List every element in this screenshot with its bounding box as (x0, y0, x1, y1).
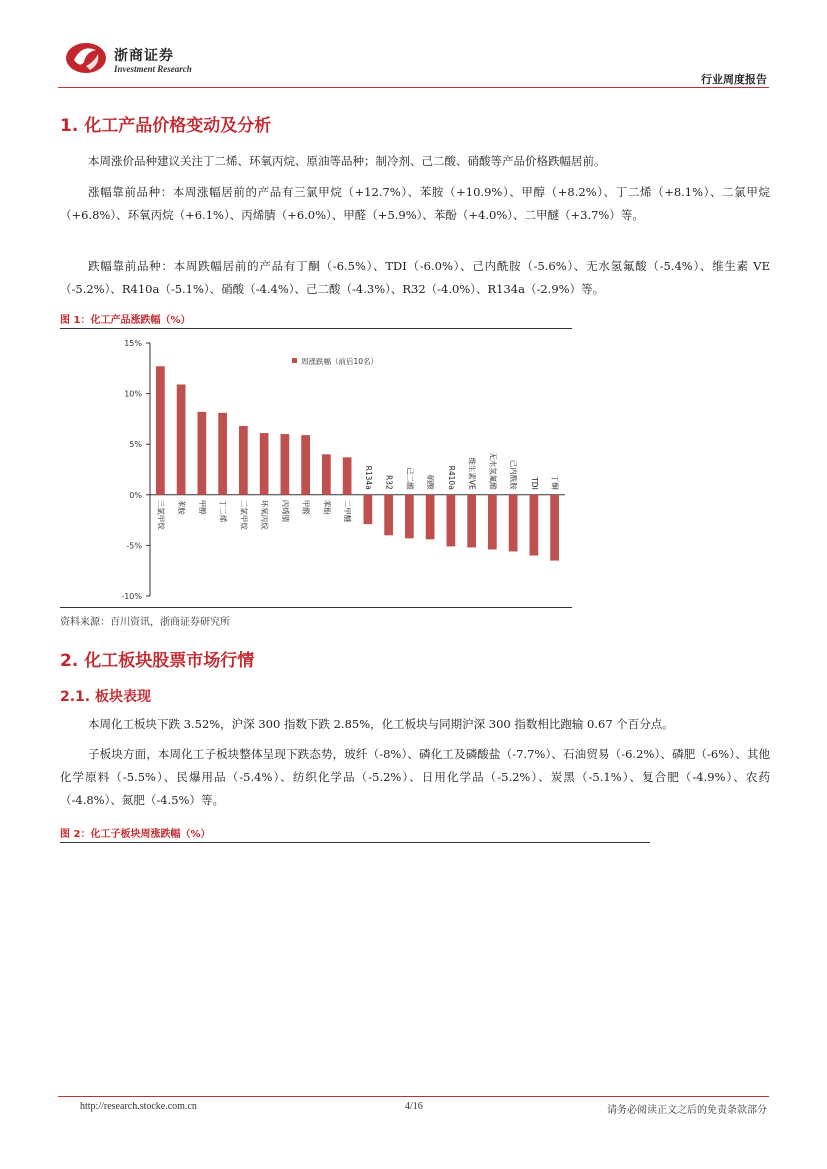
bar (488, 495, 497, 550)
bar (177, 384, 186, 494)
bar (364, 495, 373, 524)
bar (260, 433, 269, 495)
category-label: 环氧丙烷 (260, 499, 270, 530)
y-tick-label: 0% (129, 490, 142, 500)
bar (198, 412, 207, 495)
category-label: 二甲醚 (343, 499, 353, 523)
legend-swatch (292, 358, 297, 363)
category-label: 二氯甲烷 (239, 499, 249, 530)
report-type: 行业周度报告 (701, 73, 767, 86)
figure-2-top-rule (60, 842, 650, 843)
bar (447, 495, 456, 547)
bar (530, 495, 539, 556)
y-tick-label: 10% (124, 389, 142, 399)
section-1-title: 1. 化工产品价格变动及分析 (60, 116, 272, 136)
category-label: R32 (384, 475, 394, 490)
category-label: 无水氢氟酸 (488, 452, 498, 490)
section-1-paragraph-1: 本周涨价品种建议关注丁二烯、环氧丙烷、原油等品种；制冷剂、己二酸、硝酸等产品价格跌幅居前。 (88, 154, 606, 168)
bar (156, 366, 165, 495)
category-label: 甲醛 (301, 499, 311, 515)
category-label: TDI (529, 477, 539, 490)
section-1-paragraph-2: 涨幅靠前品种：本周涨幅居前的产品有三氯甲烷（+12.7%）、苯胺（+10.9%）、甲醇（+8.2%）、丁二烯（+8.1%）、二氯甲烷（+6.8%）、环氧丙烷（+6.1%）、丙烯腈（+6.0%）、甲醛（+5.9%）、苯酚（+4.0%）、二甲醚（+3.7%）等。 (60, 185, 770, 222)
y-tick-label: -5% (126, 541, 142, 551)
category-label: R134a (363, 465, 373, 490)
category-label: 己内酰胺 (509, 459, 519, 490)
figure-2-title: 图 2：化工子板块周涨跌幅（%） (60, 829, 211, 840)
bar (405, 495, 414, 539)
category-label: 丁酮 (550, 474, 560, 490)
footer-url: http://research.stocke.com.cn (80, 1101, 197, 1112)
category-label: 己二酸 (405, 467, 415, 490)
category-label: 硝酸 (426, 474, 436, 490)
category-label: R410a (446, 465, 456, 490)
y-tick-label: 15% (124, 339, 142, 348)
section-2-1-title: 2.1. 板块表现 (60, 689, 151, 705)
figure-1-title: 图 1：化工产品涨跌幅（%） (60, 315, 191, 326)
bar (343, 457, 352, 494)
bar (218, 413, 227, 495)
section-1-paragraph-3: 跌幅靠前品种：本周跌幅居前的产品有丁酮（-6.5%）、TDI（-6.0%）、己内酰胺（-5.6%）、无水氢氟酸（-5.4%）、维生素 VE（-5.2%）、R410a（-5.1%）、硝酸（-4.4%）、己二酸（-4.3%）、R32（-4.0%）、R134a（-2.9%）等。 (60, 259, 770, 296)
page-number: 4/16 (405, 1101, 423, 1112)
bar (239, 426, 248, 495)
section-2-title: 2. 化工板块股票市场行情 (60, 651, 255, 671)
brand-subtitle: Investment Research (114, 64, 192, 74)
bar (550, 495, 559, 561)
bar (467, 495, 476, 548)
bar (509, 495, 518, 552)
category-label: 苯胺 (177, 499, 187, 515)
footer-disclaimer: 请务必阅读正文之后的免责条款部分 (607, 1105, 767, 1116)
figure-1-top-rule (60, 328, 572, 329)
y-tick-label: -10% (121, 592, 142, 601)
category-label: 三氯甲烷 (156, 499, 166, 530)
footer-divider (58, 1096, 769, 1097)
category-label: 丁二烯 (218, 499, 228, 523)
company-logo (64, 40, 108, 76)
price-change-bar-chart (60, 333, 572, 603)
figure-1-source: 资料来源：百川资讯，浙商证券研究所 (60, 617, 230, 628)
category-label: 丙烯腈 (280, 499, 290, 523)
bar (281, 434, 290, 495)
bar (301, 435, 310, 495)
category-label: 苯酚 (322, 499, 332, 515)
y-tick-label: 5% (129, 440, 142, 450)
legend-label: 周涨跌幅（前后10名） (301, 357, 379, 366)
bar (426, 495, 435, 540)
category-label: 维生素VE (467, 457, 477, 490)
section-2-paragraph-1: 本周化工板块下跌 3.52%，沪深 300 指数下跌 2.85%，化工板块与同期沪深 300 指数相比跑输 0.67 个百分点。 (88, 717, 674, 731)
category-label: 甲醇 (197, 499, 207, 515)
bar (322, 454, 331, 494)
header-divider (58, 87, 769, 88)
figure-1-bottom-rule (60, 607, 572, 608)
brand-name: 浙商证券 (114, 48, 174, 64)
bar (384, 495, 393, 535)
section-2-paragraph-2: 子板块方面，本周化工子板块整体呈现下跌态势，玻纤（-8%）、磷化工及磷酸盐（-7.7%）、石油贸易（-6.2%）、磷肥（-6%）、其他化学原料（-5.5%）、民爆用品（-5.4%）、纺织化学品（-5.2%）、日用化学品（-5.2%）、炭黑（-5.1%）、复合肥（-4.9%）、农药（-4.8%）、氮肥（-4.5%）等。 (60, 747, 770, 807)
